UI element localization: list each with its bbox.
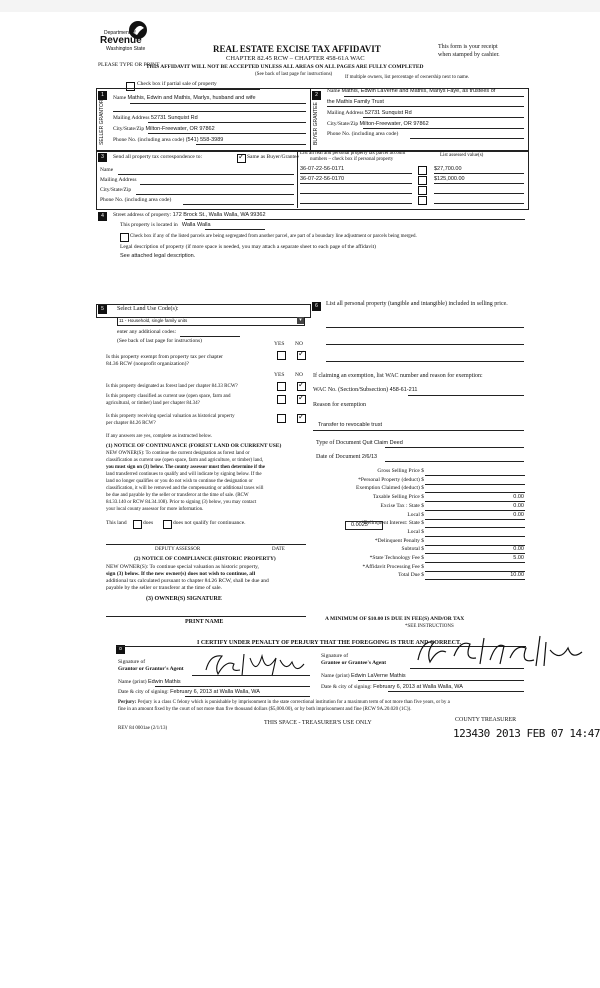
- wac-label: WAC No. (Section/Subsection): [313, 387, 389, 393]
- tax-row-value[interactable]: 0.00: [513, 503, 524, 509]
- local-rate-box[interactable]: [345, 521, 383, 530]
- yes-header-2: YES: [274, 372, 285, 378]
- notice-continuance-title: (1) NOTICE OF CONTINUANCE (FOREST LAND OR CURRENT USE): [106, 443, 282, 449]
- grantee-signature: [410, 630, 595, 672]
- buyer-address[interactable]: 52731 Sunquist Rd: [364, 110, 412, 116]
- exempt-no-checkbox[interactable]: [297, 351, 306, 360]
- grantee-sig-label-1: Signature of: [321, 653, 349, 659]
- grantor-sig-label-1: Signature of: [118, 659, 146, 665]
- current-use-yes-checkbox[interactable]: [277, 395, 286, 404]
- parcel-number-2[interactable]: 36-07-22-56-0170: [300, 176, 345, 182]
- seller-address[interactable]: 52731 Sunquist Rd: [150, 115, 198, 121]
- notice2-line: sign (3) below. If the new owner(s) does not wish to continue, all: [106, 571, 256, 577]
- notice1-line: NEW OWNER(S): To continue the current designation as forest land or: [106, 451, 250, 456]
- wac-number[interactable]: 458-61-211: [389, 387, 418, 393]
- treasurer-space-label: THIS SPACE - TREASURER'S USE ONLY: [264, 720, 372, 726]
- print-name-label: PRINT NAME: [185, 619, 224, 625]
- notice1-line: 84.33.140 or RCW 84.34.108). Prior to signing (3) below, you may contact: [106, 500, 257, 505]
- perjury-title: Perjury:: [118, 700, 137, 705]
- parcel-1-personal-checkbox[interactable]: [418, 166, 427, 175]
- land-use-select[interactable]: [117, 317, 305, 326]
- agency-line1: Department of: [104, 30, 136, 36]
- tax-row-label: Exemption Claimed (deduct) $: [356, 485, 424, 491]
- chevron-down-icon[interactable]: ▾: [297, 317, 304, 324]
- exempt-question-1: Is this property exempt from property tax per chapter: [106, 354, 223, 360]
- parcel-value-1[interactable]: $27,700.00: [434, 166, 462, 172]
- doc-type-label: Type of Document: [316, 440, 361, 446]
- historic-question-2: per chapter 84.26 RCW?: [106, 421, 156, 426]
- notice1-line: be due and payable by the seller or transferor at the time of sale. (RCW: [106, 493, 249, 498]
- assessed-value-header: List assessed value(s): [440, 153, 484, 158]
- seller-name[interactable]: Mathis, Edwin and Mathis, Marlys, husband and wife: [127, 95, 256, 101]
- grantor-sig-label-2: Grantor or Grantor's Agent: [118, 666, 184, 672]
- buyer-box: [310, 88, 529, 152]
- buyer-name-line2[interactable]: the Mathis Family Trust: [327, 99, 384, 105]
- additional-codes-label: enter any additional codes:: [117, 329, 177, 335]
- current-use-question-1: Is this property classified as current use (open space, farm and: [106, 394, 231, 399]
- notice-compliance-title: (2) NOTICE OF COMPLIANCE (HISTORIC PROPERTY): [134, 556, 276, 562]
- treasurer-receipt-stamp: 123430 2013 FEB 07 14:47: [453, 727, 600, 740]
- historic-question-1: Is this property receiving special valuation as historical property: [106, 414, 235, 419]
- minimum-due-note: A MINIMUM OF $10.00 IS DUE IN FEE(S) AND/OR TAX: [325, 616, 465, 622]
- street-label: Street address of property:: [113, 212, 172, 218]
- grantee-name-label: Name (print): [321, 673, 350, 679]
- exempt-yes-checkbox[interactable]: [277, 351, 286, 360]
- tax-row-value[interactable]: 0.00: [513, 512, 524, 518]
- section-3-number: 3: [98, 153, 107, 162]
- parcel-number-1[interactable]: 36-07-22-56-0171: [300, 166, 345, 172]
- parcel-2-personal-checkbox[interactable]: [418, 176, 427, 185]
- notice1-line: land transferred continues to qualify and will indicate by signing below. If the: [106, 472, 262, 477]
- legal-description[interactable]: See attached legal description.: [120, 253, 196, 259]
- segregated-label: Check box if any of the listed parcels are being segregated from another parcel, are part of a boundary line adjustment or parcels being merged.: [130, 234, 417, 239]
- tax-row-label: Local $: [407, 529, 424, 535]
- grantor-date-label: Date & city of signing:: [118, 689, 169, 695]
- grantee-sig-label-2: Grantee or Grantee's Agent: [321, 660, 387, 666]
- multiple-owners-note: If multiple owners, list percentage of ownership next to name.: [345, 75, 470, 80]
- s3-city-label: City/State/Zip: [100, 187, 132, 193]
- tax-row-label: *Delinquent Interest: State $: [360, 520, 424, 526]
- tax-row-label: Subtotal $: [401, 546, 424, 552]
- buyer-side-label: BUYER GRANTEE: [313, 102, 319, 145]
- form-revision: REV 84 0001ae (2/1/13): [118, 726, 168, 731]
- notice2-line: NEW OWNER(S): To continue special valuation as historic property,: [106, 564, 259, 570]
- section-5-number: 5: [98, 305, 107, 314]
- personal-property-label: List all personal property (tangible and intangible) included in selling price.: [326, 301, 508, 307]
- seller-phone-label: Phone No. (including area code): [113, 137, 185, 143]
- county-treasurer-label: COUNTY TREASURER: [455, 717, 517, 723]
- tax-row-value[interactable]: 10.00: [510, 572, 524, 578]
- perjury-text-1: Perjury is a class C felony which is punishable by imprisonment in the state correctional institution for a maximum term of not more than five years, or by a: [137, 700, 450, 705]
- seller-phone[interactable]: (541) 558-3989: [185, 137, 224, 143]
- land-use-label: Select Land Use Code(s):: [117, 306, 179, 312]
- scan-edge: [0, 0, 600, 12]
- s3-phone-label: Phone No. (including area code): [100, 197, 172, 203]
- parcel-4-personal-checkbox[interactable]: [418, 196, 427, 205]
- no-header-2: NO: [295, 372, 303, 378]
- tax-row-label: *Affidavit Processing Fee $: [362, 564, 424, 570]
- notice1-line: your local county assessor for more information.: [106, 507, 204, 512]
- form-warning: THIS AFFIDAVIT WILL NOT BE ACCEPTED UNLESS ALL AREAS ON ALL PAGES ARE FULLY COMPLETED: [146, 64, 424, 70]
- forest-yes-checkbox[interactable]: [277, 382, 286, 391]
- receipt-note-1: This form is your receipt: [438, 44, 498, 50]
- see-back-note: (See back of last page for instructions): [255, 72, 333, 77]
- segregated-checkbox[interactable]: [120, 233, 129, 242]
- parcel-header-1: List all real and personal property tax parcel account: [300, 151, 406, 156]
- parcel-value-2[interactable]: $125,000.00: [434, 176, 465, 182]
- street-address[interactable]: 172 Brock St., Walla Walla, WA 99362: [172, 212, 266, 218]
- yes-instructions: If any answers are yes, complete as instructed below.: [106, 434, 213, 439]
- exemption-label: If claiming an exemption, list WAC number and reason for exemption:: [313, 373, 483, 379]
- no-header-1: NO: [295, 341, 303, 347]
- same-as-buyer-checkbox[interactable]: [237, 154, 246, 163]
- historic-no-checkbox[interactable]: [297, 414, 306, 423]
- this-land-label: This land: [106, 520, 127, 526]
- land-does-not-checkbox[interactable]: [163, 520, 172, 529]
- tax-row-label: Total Due $: [398, 572, 424, 578]
- grantee-name[interactable]: Edwin LaVerne Mathis: [350, 673, 406, 679]
- parcel-header-2: numbers – check box if personal property: [310, 157, 394, 162]
- doc-date[interactable]: 2/6/13: [361, 454, 378, 460]
- land-does-label: does: [143, 520, 154, 526]
- grantee-date[interactable]: February 6, 2013 at Walla Walla, WA: [373, 684, 463, 690]
- exemption-reason[interactable]: Transfer to revocable trust: [318, 422, 382, 428]
- tax-row-label: *Delinquent Penalty $: [374, 538, 424, 544]
- notice2-line: additional tax calculated pursuant to chapter 84.26 RCW, shall be due and: [106, 578, 269, 584]
- section-8-number: 8: [116, 645, 125, 654]
- partial-sale-label: Check box if partial sale of property: [137, 81, 217, 87]
- local-rate: 0.0025: [351, 522, 368, 528]
- form-title: REAL ESTATE EXCISE TAX AFFIDAVIT: [213, 44, 381, 54]
- print-note: PLEASE TYPE OR PRINT: [98, 62, 160, 68]
- grantor-name-label: Name (print): [118, 679, 147, 685]
- certify-statement: I CERTIFY UNDER PENALTY OF PERJURY THAT THE FOREGOING IS TRUE AND CORRECT.: [197, 640, 462, 646]
- tax-row-value[interactable]: 0.00: [513, 494, 524, 500]
- grantee-date-label: Date & city of signing:: [321, 684, 372, 690]
- parcel-3-personal-checkbox[interactable]: [418, 186, 427, 195]
- current-use-question-2: agricultural, or timber) land per chapter 84.34?: [106, 401, 200, 406]
- forest-no-checkbox[interactable]: [297, 382, 306, 391]
- notice1-line: classification as current use (open space, farm and agriculture, or timber) land,: [106, 458, 264, 463]
- exempt-question-2: 84.36 RCW (nonprofit organization)?: [106, 361, 189, 367]
- legal-description-label: Legal description of property (if more space is needed, you may attach a separate sheet to each page of the affidavit): [120, 244, 376, 250]
- grantor-name[interactable]: Edwin Mathis: [147, 679, 181, 685]
- receipt-note-2: when stamped by cashier.: [438, 52, 500, 58]
- tax-row-label: Local $: [407, 512, 424, 518]
- located-county[interactable]: Walla Walla: [181, 222, 211, 228]
- notice1-line: land no longer qualifies or you do not wish to continue the designation or: [106, 479, 253, 484]
- same-as-buyer-label: Same as Buyer/Grantee: [247, 154, 299, 160]
- section-6-number: 6: [312, 302, 321, 311]
- see-instructions-note: *SEE INSTRUCTIONS: [405, 624, 454, 629]
- send-correspondence-label: Send all property tax correspondence to:: [113, 154, 203, 160]
- buyer-address-label: Mailing Address: [327, 110, 364, 116]
- section-2-number: 2: [312, 91, 321, 100]
- land-does-not-label: does not qualify for continuance.: [173, 520, 246, 526]
- seller-side-label: SELLER GRANTOR: [99, 99, 105, 145]
- located-label: This property is located in: [120, 222, 178, 228]
- buyer-name-label: Name: [327, 88, 341, 94]
- section-4-number: 4: [98, 212, 107, 221]
- buyer-city-label: City/State/Zip: [327, 121, 359, 127]
- current-use-no-checkbox[interactable]: [297, 395, 306, 404]
- land-use-value: 11 - Household, single family units: [119, 318, 188, 323]
- tax-row-value[interactable]: 5.00: [513, 555, 524, 561]
- forest-question: Is this property designated as forest land per chapter 84.33 RCW?: [106, 384, 238, 389]
- land-does-checkbox[interactable]: [133, 520, 142, 529]
- notice2-line: payable by the seller or transferor at the time of sale.: [106, 585, 222, 591]
- seller-city[interactable]: Milton-Freewater, OR 97862: [145, 126, 215, 132]
- s3-name-label: Name: [100, 167, 114, 173]
- tax-row-label: Excise Tax : State $: [380, 503, 424, 509]
- deputy-date-label: DATE: [272, 547, 285, 552]
- agency-state: Washington State: [106, 46, 146, 52]
- tax-row-label: Gross Selling Price $: [377, 468, 424, 474]
- form-chapter: CHAPTER 82.45 RCW – CHAPTER 458-61A WAC: [226, 55, 365, 62]
- tax-row-label: *Personal Property (deduct) $: [358, 477, 424, 483]
- owner-signature-label: (3) OWNER(S) SIGNATURE: [146, 596, 222, 602]
- seller-name-label: Name: [113, 95, 127, 101]
- historic-yes-checkbox[interactable]: [277, 414, 286, 423]
- deputy-assessor-label: DEPUTY ASSESSOR: [155, 547, 201, 552]
- doc-date-label: Date of Document: [316, 454, 361, 460]
- perjury-text-2: fine in an amount fixed by the court of not more than five thousand dollars ($5,000.00), or by both imprisonment and fine (RCW 9A.20.020 (1C)).: [118, 707, 412, 712]
- tax-row-label: Taxable Selling Price $: [372, 494, 424, 500]
- buyer-name-line1[interactable]: Mathis, Edwin LaVerne and Mathis, Marlys Faye, as trustees of: [341, 88, 496, 94]
- doc-type[interactable]: Quit Claim Deed: [362, 440, 403, 446]
- notice1-line: classification, it will be removed and the compensating or additional taxes will: [106, 486, 264, 491]
- section-1-number: 1: [98, 91, 107, 100]
- seller-address-label: Mailing Address: [113, 115, 150, 121]
- exemption-reason-label: Reason for exemption: [313, 402, 366, 408]
- s5-see-back: (See back of last page for instructions): [117, 338, 202, 344]
- buyer-phone-label: Phone No. (including area code): [327, 131, 399, 137]
- yes-header-1: YES: [274, 341, 285, 347]
- tax-row-label: *State Technology Fee $: [369, 555, 424, 561]
- agency-name: Revenue: [100, 35, 142, 46]
- seller-city-label: City/State/Zip: [113, 126, 145, 132]
- notice1-line: you must sign on (3) below. The county assessor must then determine if the: [106, 465, 265, 470]
- tax-row-value[interactable]: 0.00: [513, 546, 524, 552]
- buyer-city[interactable]: Milton-Freewater, OR 97862: [359, 121, 429, 127]
- grantor-date[interactable]: February 6, 2013 at Walla Walla, WA: [170, 689, 260, 695]
- s3-address-label: Mailing Address: [100, 177, 137, 183]
